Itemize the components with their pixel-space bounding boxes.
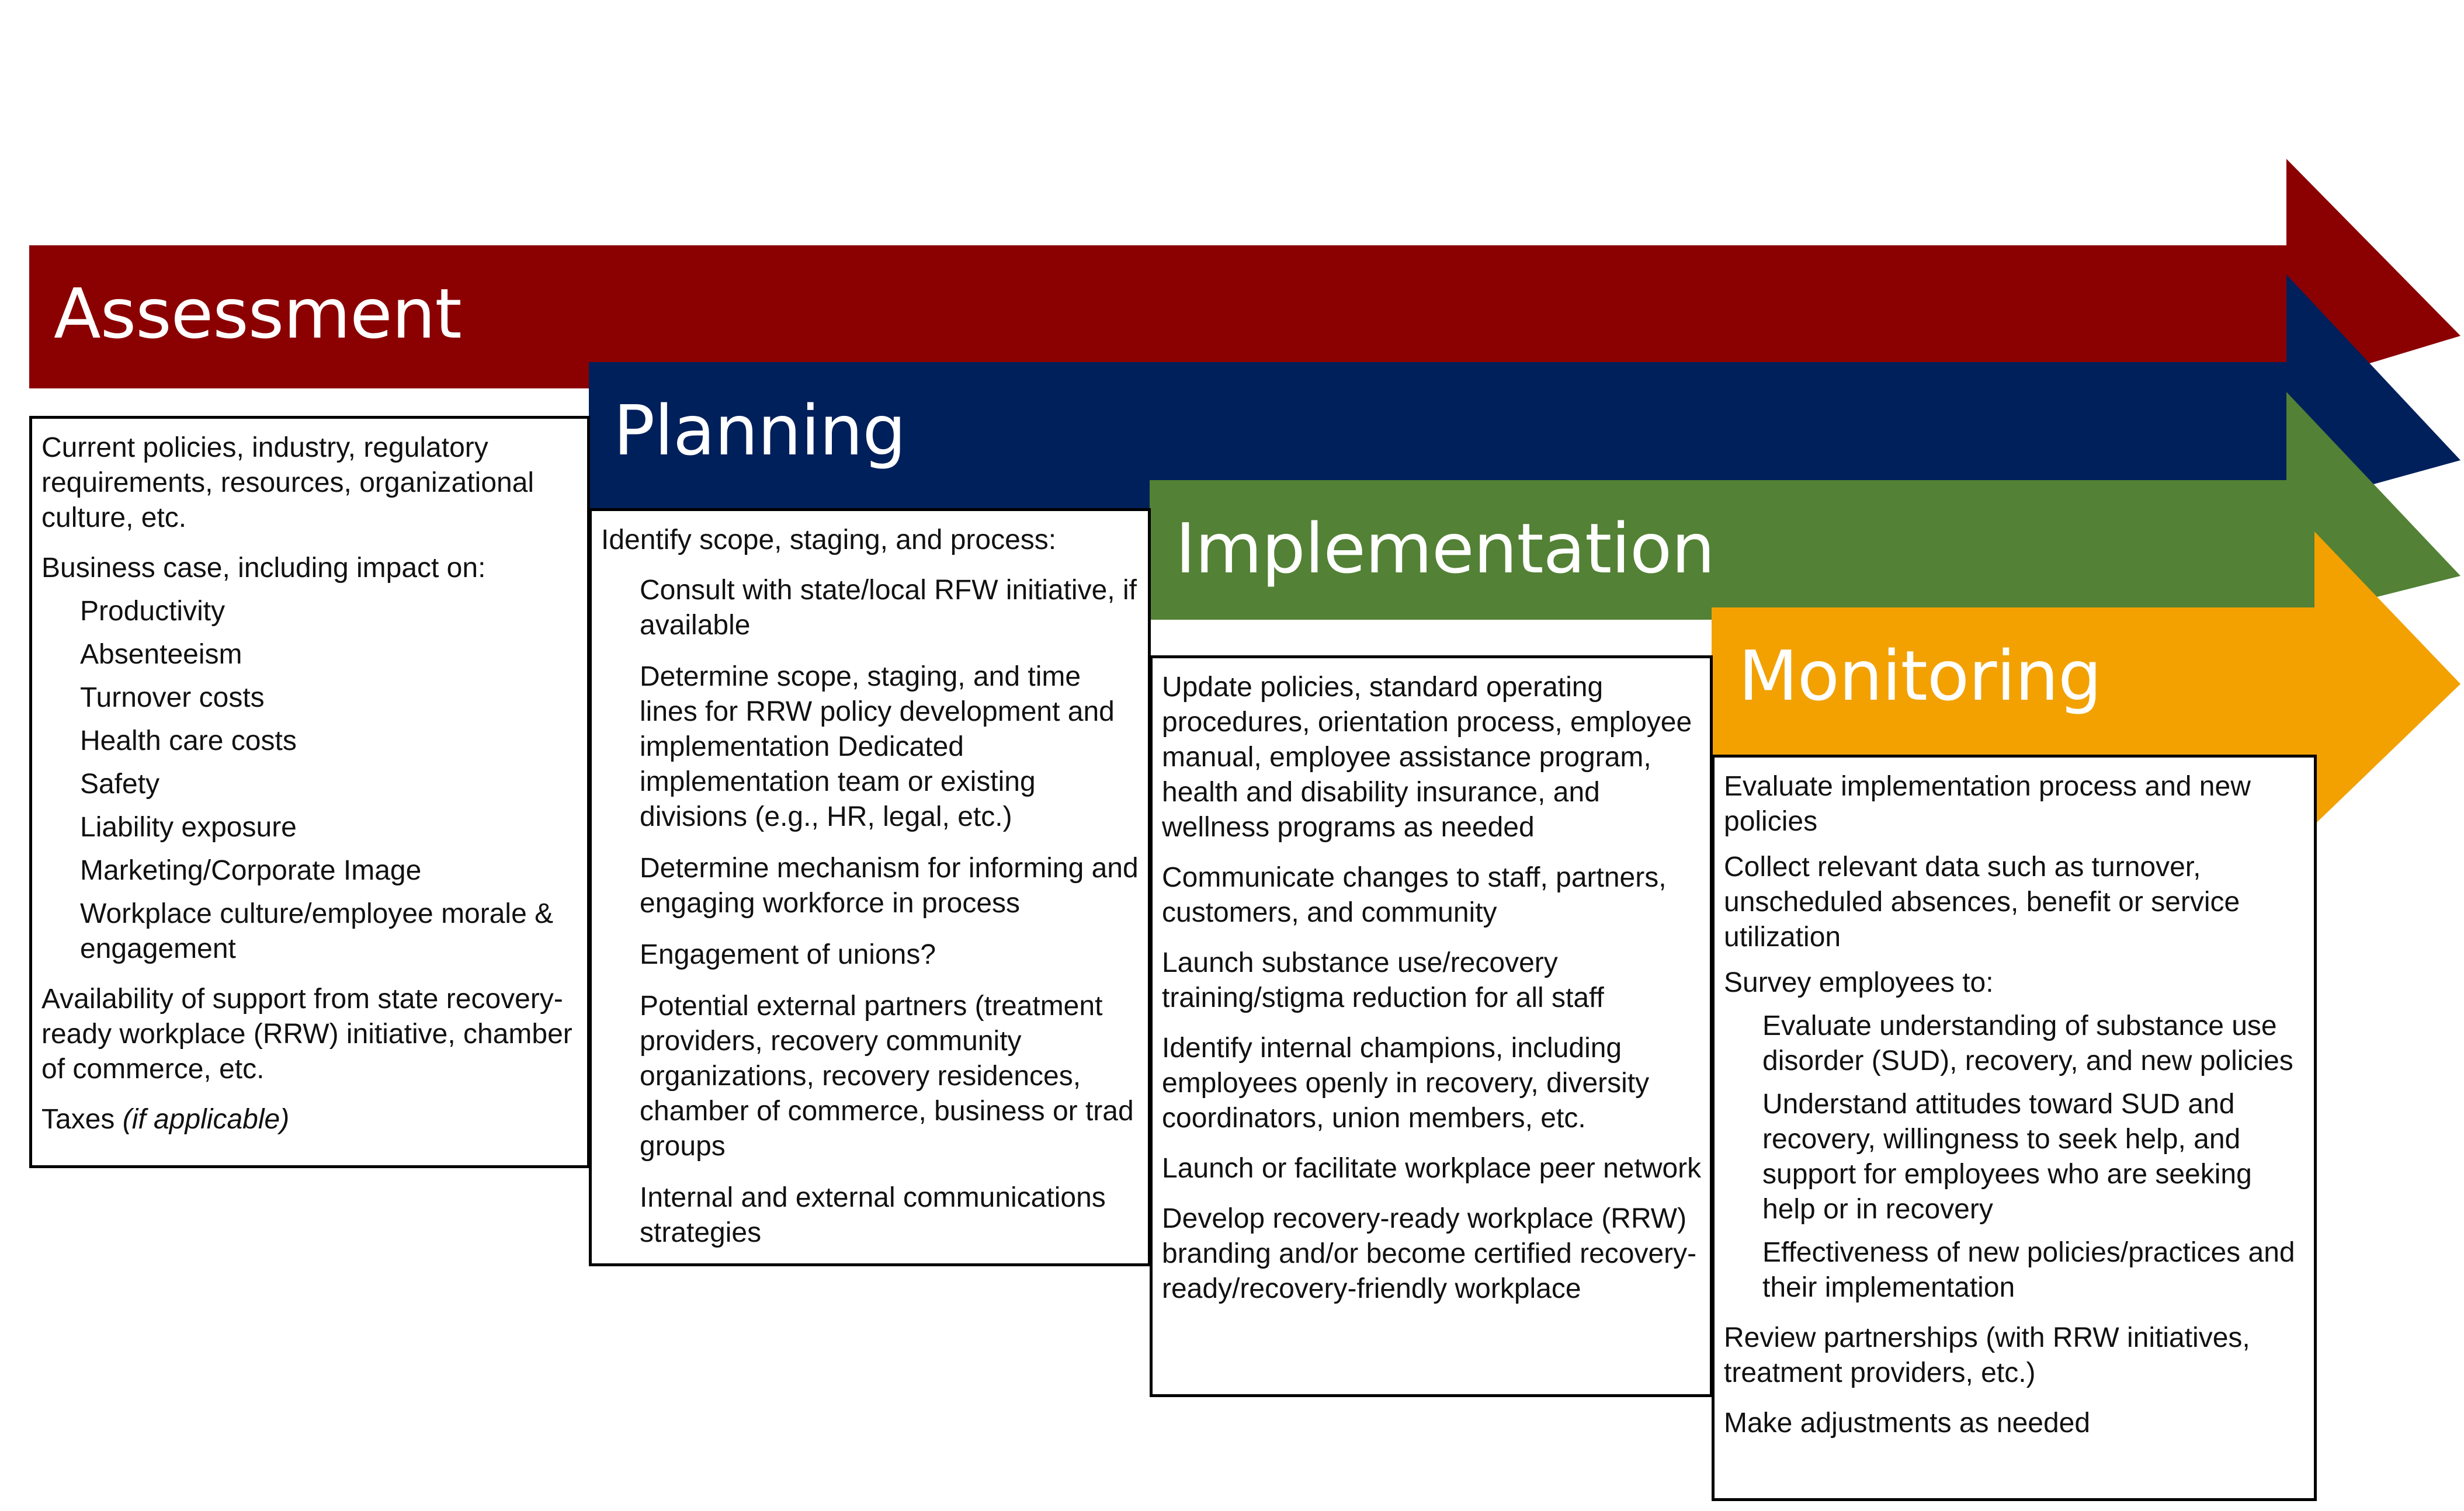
- monitoring-survey-list: [1724, 1009, 2309, 1305]
- taxes-note: (if applicable): [122, 1104, 290, 1135]
- assessment-item: Business case, including impact on:: [41, 553, 486, 583]
- planning-item: Internal and external communications strategies: [640, 1182, 1106, 1248]
- taxes-label: Taxes: [41, 1104, 115, 1135]
- assessment-title: Assessment: [54, 273, 461, 354]
- implementation-title: Implementation: [1175, 508, 1715, 589]
- assessment-impact-item: Health care costs: [80, 725, 297, 756]
- assessment-item: Availability of support from state recovery-ready workplace (RRW) initiative, chamber of commerce, etc.: [41, 984, 572, 1085]
- assessment-impact-item: Workplace culture/employee morale & engagement: [80, 898, 554, 964]
- implementation-item: Develop recovery-ready workplace (RRW) branding and/or become certified recovery-ready/recovery-friendly workplace: [1162, 1203, 1697, 1304]
- monitoring-item: Survey employees to:: [1724, 967, 1994, 998]
- implementation-item: Communicate changes to staff, partners, customers, and community: [1162, 862, 1667, 928]
- monitoring-item: Review partnerships (with RRW initiatives, treatment providers, etc.): [1724, 1322, 2250, 1388]
- planning-intro: Identify scope, staging, and process:: [601, 524, 1057, 555]
- assessment-impact-item: Absenteeism: [80, 639, 242, 670]
- monitoring-survey-item: Evaluate understanding of substance use disorder (SUD), recovery, and new policies: [1762, 1010, 2293, 1076]
- assessment-impact-list: [41, 594, 582, 967]
- implementation-panel: [1150, 655, 1713, 1397]
- assessment-item: Current policies, industry, regulatory requirements, resources, organizational culture, etc.: [41, 432, 535, 533]
- monitoring-title: Monitoring: [1738, 635, 2102, 716]
- monitoring-item: Make adjustments as needed: [1724, 1408, 2091, 1439]
- planning-item: Engagement of unions?: [640, 939, 936, 970]
- planning-item: Consult with state/local RFW initiative, if available: [640, 575, 1137, 641]
- implementation-item: Launch or facilitate workplace peer network: [1162, 1153, 1702, 1184]
- planning-item: Determine scope, staging, and time lines for RRW policy development and implementation Dedicated implementation team or existing divisions (e.g., HR, legal, etc.): [640, 661, 1115, 832]
- planning-panel: [589, 508, 1151, 1266]
- monitoring-item: Collect relevant data such as turnover, unscheduled absences, benefit or service utilization: [1724, 852, 2240, 953]
- assessment-impact-item: Turnover costs: [80, 682, 265, 713]
- planning-title: Planning: [613, 390, 906, 471]
- monitoring-item: Evaluate implementation process and new policies: [1724, 771, 2251, 837]
- implementation-item: Identify internal champions, including employees openly in recovery, diversity coordinators, union members, etc.: [1162, 1033, 1650, 1134]
- implementation-item: Launch substance use/recovery training/stigma reduction for all staff: [1162, 947, 1604, 1013]
- assessment-impact-item: Safety: [80, 769, 160, 800]
- monitoring-survey-item: Effectiveness of new policies/practices and their implementation: [1762, 1237, 2295, 1303]
- implementation-item: Update policies, standard operating procedures, orientation process, employee manual, employee assistance program, health and disability insurance, and wellness programs as needed: [1162, 672, 1692, 843]
- assessment-impact-item: Marketing/Corporate Image: [80, 855, 422, 886]
- planning-item: Determine mechanism for informing and engaging workforce in process: [640, 853, 1139, 919]
- monitoring-survey-item: Understand attitudes toward SUD and recovery, willingness to seek help, and support for employees who are seeking help or in recovery: [1762, 1089, 2252, 1225]
- planning-item: Potential external partners (treatment providers, recovery community organizations, recovery residences, chamber of commerce, business or trad groups: [640, 991, 1134, 1162]
- assessment-impact-item: Liability exposure: [80, 812, 297, 843]
- assessment-impact-item: Productivity: [80, 596, 225, 627]
- assessment-panel: [29, 416, 590, 1168]
- monitoring-panel: [1712, 755, 2317, 1501]
- assessment-taxes-item: [41, 1102, 582, 1137]
